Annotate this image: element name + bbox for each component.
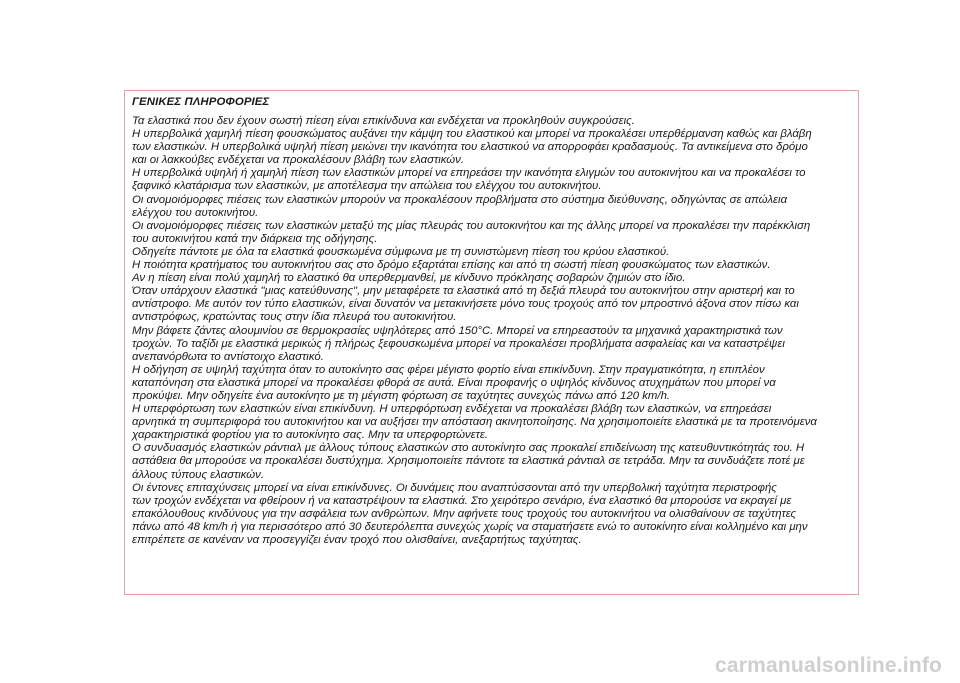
text-line: Η υπερβολικά χαμηλή πίεση φουσκώματος αυξάνει την κάμψη του ελαστικού και μπορεί να προκαλέσει υπερθέρμανση καθώς και βλάβη — [132, 128, 812, 141]
section-body — [132, 115, 854, 547]
text-line: Όταν υπάρχουν ελαστικά "μιας κατεύθυνσης", μην μεταφέρετε τα ελαστικά από τη δεξιά πλευρά του αυτοκινήτου στην αριστερή και το — [132, 285, 795, 298]
text-line: ελέγχου του αυτοκινήτου. — [132, 206, 259, 219]
text-line: αντιστρόφως, κρατώντας τους στην ίδια πλευρά του αυτοκινήτου. — [132, 311, 457, 324]
text-line: Ο συνδυασμός ελαστικών ράντιαλ με άλλους τύπους ελαστικών στο αυτοκίνητο σας προκαλεί επιδείνωση της κατευθυντικότητάς του. Η — [132, 442, 805, 455]
text-line: των τροχών ενδέχεται να φθείρουν ή να καταστρέψουν τα ελαστικά. Στο χειρότερο σενάριο, ένα ελαστικό θα μπορούσε να εκραγεί με — [132, 494, 792, 507]
text-line: Μην βάφετε ζάντες αλουμινίου σε θερμοκρασίες υψηλότερες από 150°C. Μπορεί να επηρεαστούν τα μηχανικά χαρακτηριστικά των — [132, 324, 783, 337]
text-line: χαρακτηριστικά φορτίου για το αυτοκίνητο σας. Μην τα υπερφορτώνετε. — [132, 429, 489, 442]
text-line: αντίστροφο. Με αυτόν τον τύπο ελαστικών, είναι δυνατόν να μετακινήσετε μόνο τους τροχούς από τον μπροστινό άξονα στον πίσω και — [132, 298, 799, 311]
text-line: ανεπανόρθωτα το αντίστοιχο ελαστικό. — [132, 350, 324, 363]
text-line: καταπόνηση στα ελαστικά μπορεί να προκαλέσει φθορά σε αυτά. Είναι προφανής ο υψηλός κίνδυνος ατυχημάτων που μπορεί να — [132, 376, 776, 389]
text-line: Αν η πίεση είναι πολύ χαμηλή το ελαστικό θα υπερθερμανθεί, με κίνδυνο πρόκλησης σοβαρών ζημιών στο ίδιο. — [132, 272, 686, 285]
text-line: Η οδήγηση σε υψηλή ταχύτητα όταν το αυτοκίνητο σας φέρει μέγιστο φορτίο είναι επικίνδυνη. Στην πραγματικότητα, η επιπλέον — [132, 363, 765, 376]
text-line: τροχών. Το ταξίδι με ελαστικά μερικώς ή πλήρως ξεφουσκωμένα μπορεί να προκαλέσει προβλήματα ασφαλείας και να καταστρέψει — [132, 337, 785, 350]
text-line: Η υπερφόρτωση των ελαστικών είναι επικίνδυνη. Η υπερφόρτωση ενδέχεται να προκαλέσει βλάβη των ελαστικών, να επηρεάσει — [132, 403, 772, 416]
text-line: Οι ανομοιόμορφες πιέσεις των ελαστικών μπορούν να προκαλέσουν προβλήματα στο σύστημα διεύθυνσης, οδηγώντας σε απώλεια — [132, 193, 788, 206]
text-line: Η ποιότητα κρατήματος του αυτοκινήτου σας στο δρόμο εξαρτάται επίσης και από τη σωστή πίεση φουσκώματος των ελαστικών. — [132, 259, 771, 272]
text-line: και οι λακκούβες ενδέχεται να προκαλέσουν βλάβη των ελαστικών. — [132, 154, 465, 167]
text-line: Οδηγείτε πάντοτε με όλα τα ελαστικά φουσκωμένα σύμφωνα με τη συνιστώμενη πίεση του κρύου ελαστικού. — [132, 245, 670, 258]
section-heading: ΓΕΝΙΚΕΣ ΠΛΗΡΟΦΟΡΙΕΣ — [132, 96, 270, 108]
text-line: επακόλουθους κινδύνους για την ασφάλεια των ανθρώπων. Μην αφήνετε τους τροχούς του αυτοκινήτου να ολισθαίνουν σε ταχύτητες — [132, 507, 797, 520]
text-line: του αυτοκινήτου κατά την διάρκεια της οδήγησης. — [132, 232, 378, 245]
text-line: Οι έντονες επιταχύνσεις μπορεί να είναι επικίνδυνες. Οι δυνάμεις που αναπτύσσονται από την υπερβολική ταχύτητα περιστροφής — [132, 481, 777, 494]
text-line: άλλους τύπους ελαστικών. — [132, 468, 265, 481]
text-line: των ελαστικών. Η υπερβολικά υψηλή πίεση μειώνει την ικανότητα του ελαστικού να απορροφάει κραδασμούς. Τα αντικείμενα στο δρόμο — [132, 141, 808, 154]
text-line: αστάθεια θα μπορούσε να προκαλέσει δυστύχημα. Χρησιμοποιείτε πάντοτε τα ελαστικά ράντιαλ σε τετράδα. Μην τα συνδυάζετε ποτέ με — [132, 455, 805, 468]
text-line: Οι ανομοιόμορφες πιέσεις των ελαστικών μεταξύ της μίας πλευράς του αυτοκινήτου και της άλλης μπορεί να προκαλέσει την παρέκκλιση — [132, 219, 811, 232]
text-line: Η υπερβολικά υψηλή ή χαμηλή πίεση των ελαστικών μπορεί να επηρεάσει την ικανότητα ελιγμών του αυτοκινήτου και να προκαλέσει το — [132, 167, 806, 180]
text-line: ξαφνικό κλατάρισμα των ελαστικών, με αποτέλεσμα την απώλεια του ελέγχου του αυτοκινήτου. — [132, 180, 602, 193]
text-line: επιτρέπετε σε κανέναν να προσεγγίζει έναν τροχό που ολισθαίνει, ανεξαρτήτως ταχύτητας. — [132, 534, 582, 546]
watermark-text: carmanualsonline.info — [715, 654, 943, 677]
text-line: Τα ελαστικά που δεν έχουν σωστή πίεση είναι επικίνδυνα και ενδέχεται να προκληθούν συγκρούσεις. — [132, 115, 635, 127]
text-line: αρνητικά τη συμπεριφορά του αυτοκινήτου και να αυξήσει την απόσταση ακινητοποίησης. Να χρησιμοποιείτε ελαστικά με τα προτεινόμενα — [132, 416, 817, 429]
text-line: πάνω από 48 km/h ή για περισσότερο από 30 δευτερόλεπτα συνεχώς χωρίς να σταματήσετε ενώ το αυτοκίνητο είναι κολλημένο και μην — [132, 520, 808, 533]
text-line: προκύψει. Μην οδηγείτε ένα αυτοκίνητο με τη μέγιστη φόρτωση σε ταχύτητες συνεχώς πάνω από 120 km/h. — [132, 389, 671, 402]
